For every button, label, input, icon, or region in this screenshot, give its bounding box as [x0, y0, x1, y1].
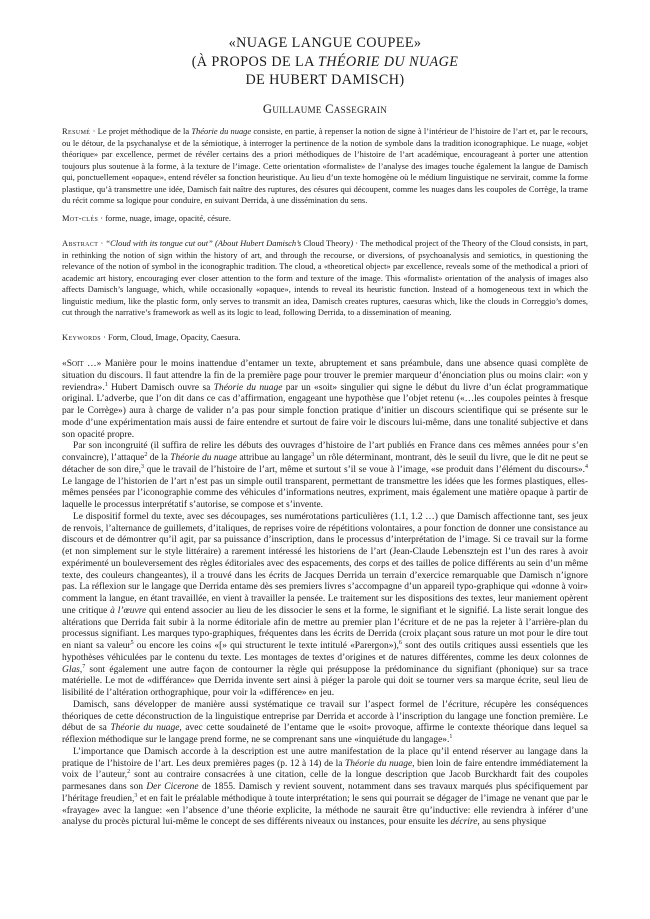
keywords-en-text: Form, Cloud, Image, Opacity, Caesura.	[108, 332, 241, 342]
p3-italic: Glas	[62, 664, 80, 675]
title-line-3: DE HUBERT DAMISCH)	[245, 72, 405, 88]
p2-text-e: que le travail de l’histoire de l’art, même et surtout s’il se voue à l’image, «se produit dans l’élément du discours».	[144, 464, 585, 475]
footnote-ref[interactable]: 3	[134, 792, 138, 799]
p3-text-f: sont également une autre façon de contourner la règle qui présuppose la prédominance du signifiant (phonique) sur sa trace matérielle. Le mot de «différance» que Derrida invente sert ainsi à piéger la parole qui doit se tourner vers sa marque écrite, seul lieu de lisibilité de l’altération orthographique, pour voir la «différence» en jeu.	[62, 664, 588, 698]
abstract-english	[62, 238, 588, 319]
p3-text-c: ou encore les coins «[» qui structurent le texte intitulé «Parergon»),	[133, 641, 399, 651]
p5-italic: décrire	[450, 817, 478, 828]
p5-text-c: sont au contraire consacrées à une citation, celle de la longue description que Jacob Burckhardt fait des coupoles parmesanes dans son	[62, 770, 588, 792]
body-paragraph-3	[62, 512, 588, 700]
p5-text-a: L’importance que Damisch accorde à la description est une autre manifestation de la place qu’il entend réserver au langage dans la pratique de l’histoire de l’art. Les deux premières pages (p. 12 à 14) de la	[62, 746, 588, 769]
abstract-fr-text-1: Le projet méthodique de la	[97, 126, 192, 136]
article-header	[60, 34, 590, 117]
abstract-fr-separator: ·	[90, 126, 98, 136]
footnote-ref[interactable]: 4	[585, 463, 588, 470]
abstract-french	[62, 126, 588, 207]
p3-text-d: sont des outils critiques aussi essentiels que les hypothèses véhiculées par le contenu du texte. Les montages de textes d’origines et de natures différentes, comme les deux colonnes de	[62, 641, 588, 663]
p1-text-a: «	[62, 359, 67, 369]
abstract-fr-book-title: Théorie du nuage	[191, 126, 252, 136]
author-name: Guillaume Cassegrain	[262, 101, 388, 116]
footnote-ref[interactable]: 3	[141, 463, 145, 470]
p1-text-c: Hubert Damisch ouvre sa	[107, 382, 214, 393]
keywords-english: Keywords · Form, Cloud, Image, Opacity, Caesura.	[62, 332, 241, 342]
p4-text-b: avec cette soudaineté de l’entame que le «soit» provoque, affirme le contexte théorique dans lequel sa réflexion méthodique sur le langage prend forme, ne se comprenant sans une «inquiétude du langage».	[62, 723, 588, 745]
abstract-en-separator: ·	[98, 238, 106, 248]
abstract-en-title-1: “Cloud with its tongue cut out” (About Hubert Damisch’s	[105, 238, 304, 248]
p1-text-d: par un «soit» singulier qui signe le début du livre d’un éclat programmatique original. L’adverbe, que l’on dit dans ce cas d’affirmation, engageant une hypothèse que l’objet retenu («…les coupoles peintes à fresque par le Corrège») aura à charge de valider n’a pas pour simple fonction pratique d’initier un discours scientifique qui se présente sur le mode d’une expérimentation mais aussi de faire entendre et surtout de faire voir le discours lui-même, dans une tonalité subjective et dans son opacité propre.	[62, 382, 588, 440]
abstract-en-text: · The methodical project of the Theory of the Cloud consists, in part, in rethinking the notion of sign within the history of art, and through the recourse, or diversions, of psychoanalysis and semiotics, in questioning the relevance of the notion of symbol in the iconographic tradition. The cloud, a «theoretical object» par excellence, reveals some of the methodical a priori of academic art history, encouraging ever closer attention to the form and texture of the image. This «formalist» orientation of the analysis of images also affects Damisch’s language, which, while occasionally «opaque», intends to reveal its heuristic function. Instead of a homogeneous text in which the linguistic medium, like the plastic form, only serves to transmit an idea, Damisch creates ruptures, caesuras which, like the clouds in Correggio’s domes, cut through the narrative’s framework as well as its logic to lead, following Derrida, to a dissemination of meaning.	[62, 238, 588, 318]
title-line-2	[60, 53, 590, 72]
p2-text-a: Par son incongruité (il suffira de relire les débuts des ouvrages d’histoire de l’art publiés en France dans ces mêmes années pour s’en convaincre), l’attaque	[62, 441, 588, 463]
footnote-ref[interactable]: 2	[127, 769, 131, 776]
p4-text-a: Damisch, sans développer de manière aussi systématique ce travail sur l’aspect formel de l’écriture, récupère les conséquences théoriques de cette déconstruction de la linguistique entreprise par Derrida et accorde à l’inscription du langage une fonction première. Le début de sa	[62, 699, 588, 734]
body-paragraph-5	[62, 747, 588, 829]
p2-text-b: de la	[147, 453, 171, 463]
footnote-ref[interactable]: 1	[104, 381, 108, 388]
abstract-fr-label: Resumé	[62, 126, 91, 136]
p5-text-d: de 1855. Damisch y revient souvent, notamment dans ses travaux marqués plus spécifiquement par l’héritage freudien,	[62, 782, 589, 804]
p3-text-b: qui entend associer au lieu de les dissocier le sens et la forme, le signifiant et le signifié. La liste serait longue des altérations que Derrida fait subir à la norme éditoriale afin de mettre au premier plan l’écriture et de ne pas la rejeter à l’arrière-plan du processus signifiant. Les marques typo-graphiques, fréquentes dans les écrits de Derrida (croix plaçant sous rature un mot pour le dire tout en niant sa valeur	[62, 605, 588, 651]
title-line-1: «NUAGE LANGUE COUPEE»	[228, 35, 422, 51]
p2-text-d: un rôle déterminant, montrant, dès le seuil du livre, que le dit ne peut se détacher de son dire,	[62, 453, 588, 475]
keywords-fr-label: Mot-clés	[62, 213, 99, 223]
abstract-en-title-2: )	[350, 238, 354, 248]
p5-text-e: et en fait le préalable méthodique à toute interprétation; le sens qui pourrait se dégager de l’image ne venant que par le «frayage» avec la langue: «en l’absence d’une théorie explicite, la méthode ne saurait être qu’inductive: elle reviendra à inférer d’une analyse du procès pictural lui-même le concept de ses différents niveaux ou instances, pour ensuite les	[62, 793, 588, 828]
p5-text-f: , au sens physique	[477, 817, 547, 828]
p1-italic: Théorie du nuage	[213, 382, 283, 393]
p3-text-e: ,	[79, 664, 83, 675]
title-line-2-italic: THÉORIE DU NUAGE	[317, 53, 459, 70]
footnote-ref[interactable]: 7	[82, 663, 86, 670]
abstract-en-label: Abstract	[62, 238, 99, 248]
footnote-ref[interactable]: 5	[130, 639, 134, 646]
title-line-2-prefix: (À PROPOS DE LA	[191, 53, 318, 70]
footnote-ref[interactable]: 1	[449, 733, 453, 740]
p1-text-b: …» Manière pour le moins inattendue d’entamer un texte, abruptement et sans préambule, dans une absence quasi complète de situation du discours. Il faut attendre la fin de la première page pour trouver le premier marqueur d’énonciation plus ou moins clair: «on y reviendra».	[62, 359, 588, 393]
p5-italic: Der Cicerone	[146, 782, 199, 792]
p3-italic: à l’œuvre	[110, 605, 147, 616]
footnote-ref[interactable]: 6	[398, 639, 402, 646]
p5-italic: Théorie du nuage	[345, 758, 413, 769]
abstract-fr-text-2: consiste, en partie, à repenser la notion de signe à l’intérieur de l’histoire de l’art et, par le recours, ou le détour, de la psychanalyse et de la sémiotique, à interroger la pertinence de la notion de symbole dans la tradition iconographique. Le nuage, «objet théorique» par excellence, permet de révéler certains des a priori méthodiques de l’histoire de l’art académique, encourageant à porter une attention toujours plus soutenue à la forme, à la texture de l’image. Cette orientation «formaliste» de l’analyse des images touche également la langue de Damisch qui, ponctuellement «opaque», entend révéler sa fonction heuristique. Au lieu d’un texte homogène où le médium linguistique ne servirait, comme la forme plastique, qu’à transmettre une idée, Damisch fait naître des ruptures, des césures qui découpent, comme les nuages dans les coupoles de Corrège, la trame du récit comme sa logique pour conduire, en suivant Derrida, à une dissémination du sens.	[62, 126, 588, 206]
body-paragraph-2	[62, 441, 588, 512]
footnote-ref[interactable]: 3	[311, 451, 315, 458]
footnote-ref[interactable]: 2	[144, 451, 148, 458]
p5-text-b: , bien loin de faire entendre immédiatement la voix de l’auteur,	[62, 758, 588, 781]
keywords-fr-text: forme, nuage, image, opacité, césure.	[105, 213, 232, 223]
p2-italic: Théorie du nuage	[170, 453, 237, 463]
abstract-en-title-book: Cloud Theory	[303, 238, 351, 248]
p2-text-f: Le langage de l’historien de l’art n’est pas un simple outil transparent, permettant de transmettre les idées que les formes plastiques, elles-mêmes pensées par l’iconographie comme des véhicules d’informations neutres, expriment, mais également une matière opaque à partir de laquelle le processus interprétatif s’autorise, se compose et s’invente.	[62, 476, 588, 510]
p4-italic: Théorie du nuage,	[110, 723, 182, 734]
p3-text-a: Le dispositif formel du texte, avec ses découpages, ses numérotations particulières (1.1, 1.2 …) que Damisch affectionne tant, ses jeux de renvois, l’alternance de guillemets, d’italiques, de reprises voire de répétitions volontaires, a pour fonction de donner une consistance au discours et de démontrer qu’il agit, par sa puissance d’inscription, dans le processus d’interprétation de l’image. Si ce travail sur la forme (et non simplement sur le style littéraire) a rarement intéressé les historiens de l’art (Jean-Claude Lebensztejn est l’un des rares à avoir expérimenté un bouleversement des règles éditoriales avec des espacements, des corps et des tailles de police différents au sein d’un même texte, des couleurs changeantes), il a trouvé dans les écrits de Jacques Derrida un terrain d’exercice remarquable que Damisch n’ignore pas. La réflexion sur le langage que Derrida entame dès ses premiers livres s’accompagne d’un appareil typo-graphique qui «donne à voir» comment la langue, en étant travaillée, en vient à travailler la pensée. Le traitement sur les dispositions des textes, leur maniement opèrent une critique	[62, 511, 588, 616]
body-paragraph-1	[62, 359, 588, 441]
p1-small-caps: Soit	[66, 359, 84, 369]
article-body	[62, 359, 588, 829]
keywords-en-label: Keywords	[62, 332, 101, 342]
body-paragraph-4	[62, 700, 588, 747]
keywords-french: Mot-clés · forme, nuage, image, opacité, césure.	[62, 213, 232, 223]
p2-text-c: attribue au langage	[236, 453, 312, 463]
